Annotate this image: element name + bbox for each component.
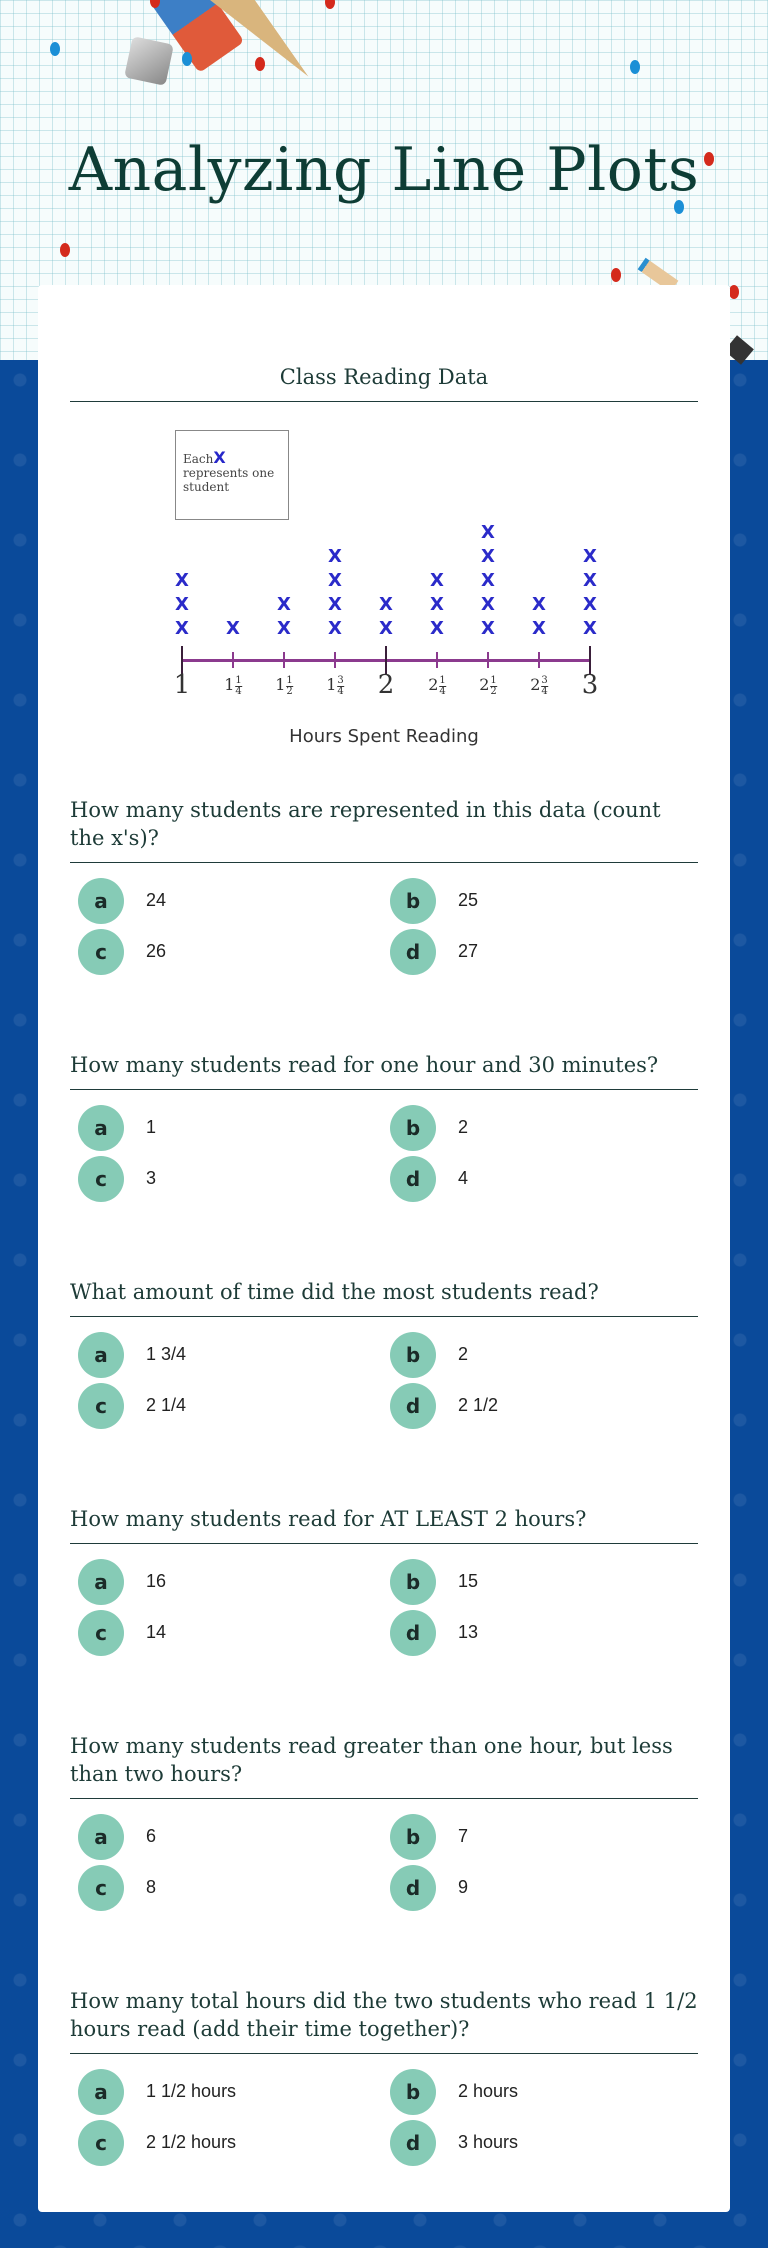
answer-choice-c[interactable]	[78, 2119, 390, 2166]
choice-letter-bubble[interactable]: c	[78, 929, 124, 975]
choice-letter-bubble[interactable]: b	[390, 1105, 436, 1151]
x-mark-icon: X	[583, 594, 597, 615]
answer-choices	[70, 877, 698, 975]
choice-letter-bubble[interactable]: a	[78, 878, 124, 924]
answer-choices	[70, 1104, 698, 1202]
confetti-dot-icon	[729, 285, 739, 299]
answer-choice-a[interactable]	[78, 1813, 390, 1860]
answer-choice-a[interactable]	[78, 877, 390, 924]
answer-choice-b[interactable]	[390, 1104, 702, 1151]
choice-text: 7	[458, 1826, 469, 1846]
choice-text: 3	[146, 1168, 157, 1188]
axis-tick-label: 1 $\frac{1}{2}$	[275, 674, 293, 697]
answer-choice-b[interactable]	[390, 1813, 702, 1860]
axis-tick-label: 2 $\frac{1}{2}$	[479, 674, 497, 697]
answer-choice-c[interactable]	[78, 1155, 390, 1202]
choice-text: 2 1/2 hours	[146, 2132, 237, 2152]
question-block	[70, 1051, 698, 1202]
answer-choice-d[interactable]	[390, 2119, 702, 2166]
x-mark-icon: X	[481, 546, 495, 567]
axis-tick-label: 1 $\frac{3}{4}$	[326, 674, 344, 697]
choice-letter-bubble[interactable]: b	[390, 1814, 436, 1860]
x-mark-icon: X	[532, 594, 546, 615]
choice-letter-bubble[interactable]: a	[78, 2069, 124, 2115]
answer-choice-b[interactable]	[390, 1331, 702, 1378]
question-text: How many total hours did the two students who read 1 1/2 hours read (add their time together)?	[70, 1987, 698, 2054]
choice-letter-bubble[interactable]: c	[78, 2120, 124, 2166]
worksheet-card	[38, 285, 730, 2212]
x-mark-icon: X	[175, 618, 189, 639]
choice-text: 2 1/2	[458, 1395, 499, 1415]
question-text: How many students read greater than one hour, but less than two hours?	[70, 1732, 698, 1799]
choice-letter-bubble[interactable]: b	[390, 2069, 436, 2115]
answer-choices	[70, 2068, 698, 2166]
answer-choice-a[interactable]	[78, 1331, 390, 1378]
choice-text: 1 3/4	[146, 1344, 187, 1364]
axis-tick-label: 3	[581, 670, 599, 700]
choice-letter-bubble[interactable]: b	[390, 1332, 436, 1378]
section-title: Class Reading Data	[70, 365, 698, 402]
x-mark-icon: X	[277, 618, 291, 639]
answer-choice-c[interactable]	[78, 928, 390, 975]
choice-letter-bubble[interactable]: c	[78, 1610, 124, 1656]
answer-choice-a[interactable]	[78, 2068, 390, 2115]
axis-tick-label: 2	[377, 670, 395, 700]
axis-tick	[436, 652, 438, 668]
choice-letter-bubble[interactable]: d	[390, 2120, 436, 2166]
x-mark-icon: X	[430, 618, 444, 639]
answer-choice-a[interactable]	[78, 1558, 390, 1605]
legend-x-mark-icon: X	[213, 448, 226, 467]
choice-letter-bubble[interactable]: c	[78, 1865, 124, 1911]
confetti-dot-icon	[611, 268, 621, 282]
legend-suffix: represents one student	[183, 466, 275, 494]
choice-text: 15	[458, 1571, 479, 1591]
choice-text: 25	[458, 890, 479, 910]
x-mark-icon: X	[328, 570, 342, 591]
x-mark-icon: X	[583, 618, 597, 639]
axis-tick-label: 1 $\frac{1}{4}$	[224, 674, 242, 697]
answer-choice-b[interactable]	[390, 877, 702, 924]
choice-text: 2 1/4	[146, 1395, 187, 1415]
answer-choice-c[interactable]	[78, 1382, 390, 1429]
x-mark-icon: X	[328, 618, 342, 639]
answer-choice-c[interactable]	[78, 1864, 390, 1911]
answer-choice-d[interactable]	[390, 1155, 702, 1202]
question-text: How many students read for one hour and 30 minutes?	[70, 1051, 698, 1090]
choice-letter-bubble[interactable]: d	[390, 1610, 436, 1656]
answer-choices	[70, 1558, 698, 1656]
question-block	[70, 1732, 698, 1911]
answer-choices	[70, 1813, 698, 1911]
choice-letter-bubble[interactable]: d	[390, 929, 436, 975]
question-text: How many students are represented in this data (count the x's)?	[70, 796, 698, 863]
choice-letter-bubble[interactable]: c	[78, 1156, 124, 1202]
choice-text: 6	[146, 1826, 157, 1846]
choice-text: 2	[458, 1117, 469, 1137]
x-mark-icon: X	[583, 570, 597, 591]
answer-choice-b[interactable]	[390, 1558, 702, 1605]
sharpener-decoration-icon	[124, 36, 174, 86]
answer-choice-a[interactable]	[78, 1104, 390, 1151]
x-mark-icon: X	[481, 594, 495, 615]
x-mark-icon: X	[583, 546, 597, 567]
axis-tick	[334, 652, 336, 668]
question-text: What amount of time did the most students read?	[70, 1278, 698, 1317]
axis-tick	[232, 652, 234, 668]
x-mark-icon: X	[379, 594, 393, 615]
answer-choice-d[interactable]	[390, 1609, 702, 1656]
x-mark-icon: X	[430, 594, 444, 615]
choice-letter-bubble[interactable]: a	[78, 1814, 124, 1860]
x-mark-icon: X	[328, 594, 342, 615]
confetti-dot-icon	[630, 60, 640, 74]
axis-tick-label: 2 $\frac{3}{4}$	[530, 674, 548, 697]
axis-tick	[283, 652, 285, 668]
x-axis-label: Hours Spent Reading	[289, 726, 479, 747]
x-mark-icon: X	[175, 594, 189, 615]
confetti-dot-icon	[60, 243, 70, 257]
choice-letter-bubble[interactable]: b	[390, 878, 436, 924]
axis-tick-label: 1	[173, 670, 191, 700]
chart-legend	[175, 430, 289, 520]
question-block	[70, 1278, 698, 1429]
choice-text: 9	[458, 1877, 469, 1897]
answer-choice-c[interactable]	[78, 1609, 390, 1656]
choice-text: 8	[146, 1877, 157, 1897]
x-mark-icon: X	[481, 570, 495, 591]
choice-text: 1 1/2 hours	[146, 2081, 237, 2101]
legend-prefix: Each	[183, 452, 214, 466]
x-mark-icon: X	[481, 618, 495, 639]
choice-letter-bubble[interactable]: a	[78, 1559, 124, 1605]
answer-choice-d[interactable]	[390, 1382, 702, 1429]
confetti-dot-icon	[255, 57, 265, 71]
axis-tick	[487, 652, 489, 668]
choice-letter-bubble[interactable]: a	[78, 1105, 124, 1151]
choice-text: 24	[146, 890, 167, 910]
confetti-dot-icon	[50, 42, 60, 56]
question-text: How many students read for AT LEAST 2 hours?	[70, 1505, 698, 1544]
choice-letter-bubble[interactable]: c	[78, 1383, 124, 1429]
line-plot-chart	[159, 418, 609, 758]
x-mark-icon: X	[277, 594, 291, 615]
question-block	[70, 796, 698, 975]
answer-choice-b[interactable]	[390, 2068, 702, 2115]
x-mark-icon: X	[175, 570, 189, 591]
x-mark-icon: X	[532, 618, 546, 639]
axis-tick-label: 2 $\frac{1}{4}$	[428, 674, 446, 697]
question-list	[38, 796, 730, 2166]
choice-text: 3 hours	[458, 2132, 519, 2152]
x-mark-icon: X	[328, 546, 342, 567]
x-mark-icon: X	[430, 570, 444, 591]
x-mark-icon: X	[481, 522, 495, 543]
answer-choice-d[interactable]	[390, 928, 702, 975]
choice-text: 16	[146, 1571, 167, 1591]
choice-letter-bubble[interactable]: d	[390, 1383, 436, 1429]
choice-text: 4	[458, 1168, 469, 1188]
choice-text: 27	[458, 941, 479, 961]
page-title: Analyzing Line Plots	[68, 135, 700, 205]
choice-letter-bubble[interactable]: d	[390, 1156, 436, 1202]
x-mark-icon: X	[379, 618, 393, 639]
choice-text: 2 hours	[458, 2081, 519, 2101]
choice-letter-bubble[interactable]: a	[78, 1332, 124, 1378]
choice-text: 1	[146, 1117, 157, 1137]
answer-choices	[70, 1331, 698, 1429]
confetti-dot-icon	[182, 52, 192, 66]
choice-letter-bubble[interactable]: d	[390, 1865, 436, 1911]
question-block	[70, 1505, 698, 1656]
x-mark-icon: X	[226, 618, 240, 639]
answer-choice-d[interactable]	[390, 1864, 702, 1911]
choice-text: 2	[458, 1344, 469, 1364]
question-block	[70, 1987, 698, 2166]
choice-letter-bubble[interactable]: b	[390, 1559, 436, 1605]
choice-text: 26	[146, 941, 167, 961]
axis-tick	[538, 652, 540, 668]
choice-text: 14	[146, 1622, 167, 1642]
choice-text: 13	[458, 1622, 479, 1642]
